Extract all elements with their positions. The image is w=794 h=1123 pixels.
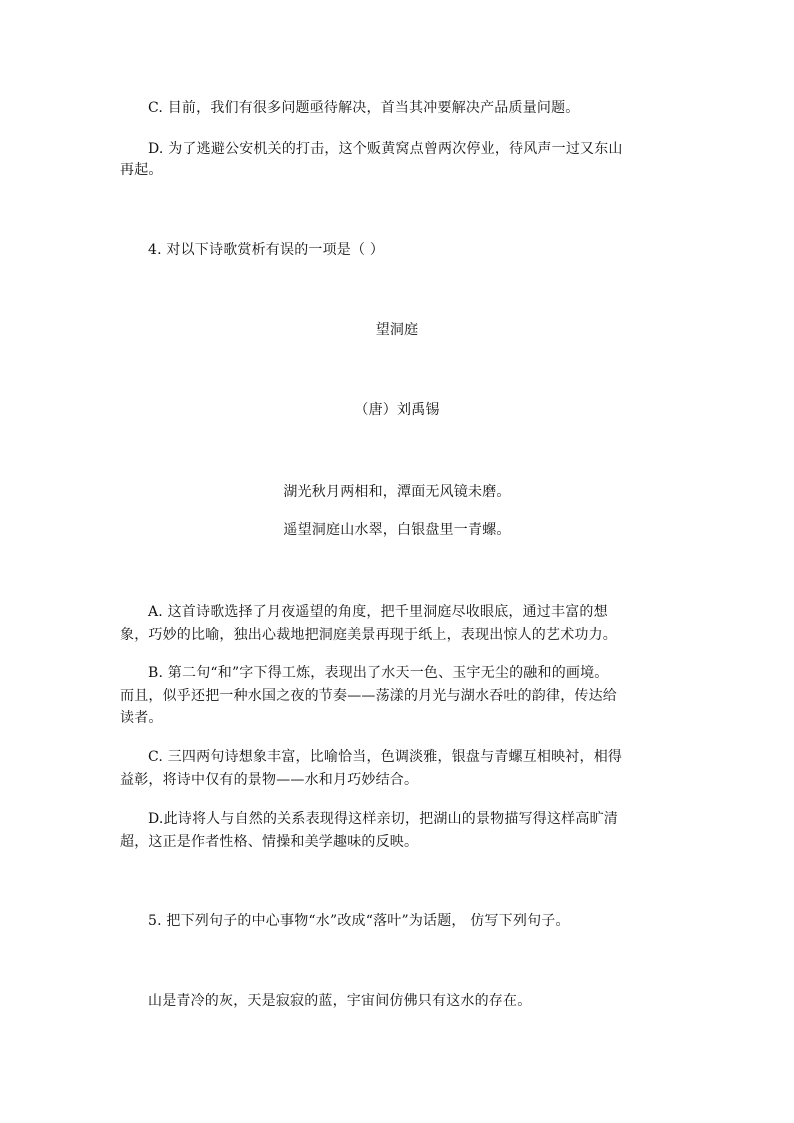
poem-title: 望洞庭: [375, 322, 419, 338]
poem-line-2: 遥望洞庭山水翠，白银盘里一青螺。: [283, 522, 511, 538]
poem-line-1: 湖光秋月两相和，潭面无风镜未磨。: [283, 484, 511, 500]
q4-option-b-line3: 读者。: [120, 710, 163, 726]
q4-option-a-line1: A. 这首诗歌选择了月夜遥望的角度，把千里洞庭尽收眼底，通过丰富的想: [148, 604, 608, 620]
q3-option-d-line1: D. 为了逃避公安机关的打击，这个贩黄窝点曾两次停业，待风声一过又东山: [148, 141, 623, 157]
q5-sentence: 山是青冷的灰，天是寂寂的蓝，宇宙间仿佛只有这水的存在。: [148, 993, 532, 1009]
q4-question: 4. 对以下诗歌赏析有误的一项是（ ）: [148, 242, 385, 258]
q4-option-d-line1: D.此诗将人与自然的关系表现得这样亲切，把湖山的景物描写得这样高旷清: [148, 811, 618, 827]
q4-option-c-line1: C. 三四两句诗想象丰富，比喻恰当，色调淡雅，银盘与青螺互相映衬，相得: [148, 749, 623, 765]
q3-option-c: C. 目前，我们有很多问题亟待解决，首当其冲要解决产品质量问题。: [148, 100, 580, 116]
poem-author: （唐）刘禹锡: [354, 402, 440, 418]
q4-option-b-line2: 而且，似乎还把一种水国之夜的节奏——荡漾的月光与湖水吞吐的韵律，传达给: [120, 688, 617, 704]
q4-option-b-line1: B. 第二句“和”字下得工炼，表现出了水天一色、玉宇无尘的融和的画境。: [148, 665, 609, 681]
q4-option-a-line2: 象，巧妙的比喻，独出心裁地把洞庭美景再现于纸上，表现出惊人的艺术功力。: [120, 627, 617, 643]
q4-option-c-line2: 益彰，将诗中仅有的景物——水和月巧妙结合。: [120, 772, 419, 788]
q5-question: 5. 把下列句子的中心事物“水”改成“落叶”为话题， 仿写下列句子。: [148, 913, 570, 929]
q4-option-d-line2: 超，这正是作者性格、情操和美学趣味的反映。: [120, 834, 419, 850]
q3-option-d-line2: 再起。: [120, 162, 163, 178]
